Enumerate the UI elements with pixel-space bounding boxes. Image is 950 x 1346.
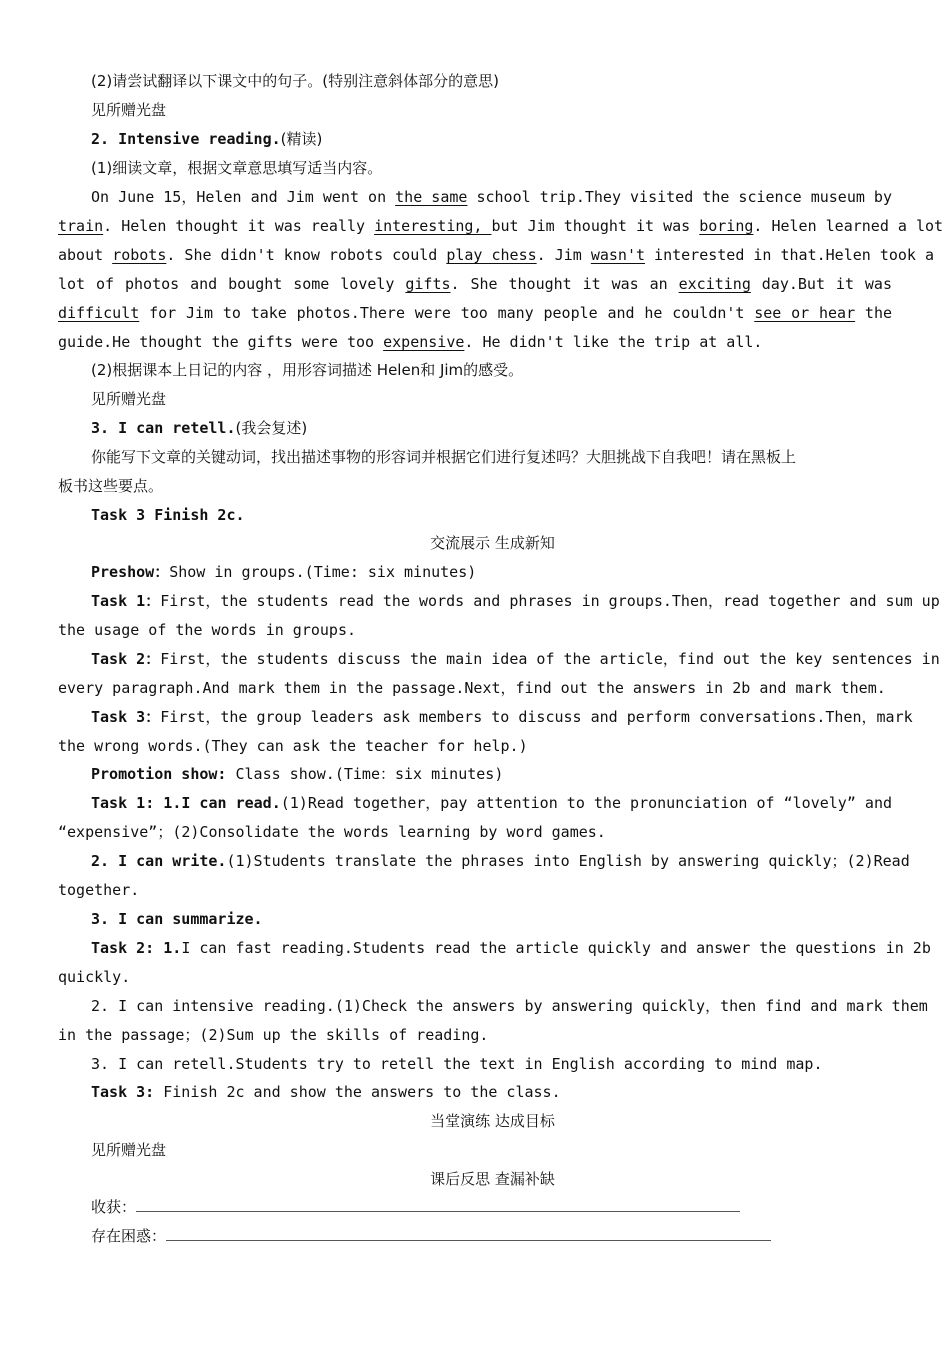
answer-blank: wasn't [590,246,646,264]
preshow-task1-line-2: the usage of the words in groups. [58,621,357,639]
see-disc-note: 见所赠光盘 [91,390,167,408]
answer-blank: gifts [405,275,451,293]
gain-write-line[interactable] [136,1197,740,1212]
label: Task 2: 1. [91,939,182,957]
promo-retell-line: 3. I can retell.Students try to retell the text in English according to mind map. [91,1055,823,1073]
passage-line-5 [58,303,892,323]
promo-task1-line-1 [91,793,892,813]
passage-line-1 [91,187,892,207]
answer-blank: see or hear [754,304,856,322]
label: Task 3： [91,708,161,726]
promo-summarize-line: 3. I can summarize. [91,910,263,928]
text: guide.He thought the gifts were too [58,333,384,351]
answer-blank: play chess [446,246,537,264]
text: Finish 2c and show the answers to the class. [154,1083,561,1101]
text: (1)Students translate the phrases into English by answering quickly；(2)Read [226,852,910,870]
preshow-task3-line-1 [91,707,913,727]
text: (1)Read together，pay attention to the pronunciation of “lovely” and [280,794,893,812]
promo-write-line-2: together. [58,881,140,899]
text: First，the group leaders ask members to discuss and perform conversations.Then，mark [160,708,913,726]
text: lot of photos and bought some lovely [58,275,406,293]
task3-heading: Task 3 Finish 2c. [91,506,245,524]
text: I can fast reading.Students read the article quickly and answer the questions in 2b [181,939,931,957]
passage-line-3 [58,245,935,265]
text: about [58,246,113,264]
answer-blank: the same [395,188,468,206]
passage-line-2 [58,216,944,236]
answer-blank: boring [699,217,754,235]
section-title-exchange: 交流展示 生成新知 [430,534,555,552]
text: . Helen learned a lot [753,217,944,235]
label: Task 1: 1.I can read. [91,794,281,812]
label: Task 1： [91,592,161,610]
retell-desc-line-1: 你能写下文章的关键动词，找出描述事物的形容词并根据它们进行复述吗？大胆挑战下自我吧！请在黑板上 [91,448,797,466]
puzzle-label: 存在困惑： [91,1227,167,1245]
answer-blank: robots [112,246,167,264]
intensive-instruction: (1)细读文章，根据文章意思填写适当内容。 [91,159,383,177]
text: for Jim to take photos.There were too many people and he couldn't [139,304,755,322]
text: interested in that.Helen took a [645,246,935,264]
text: . She thought it was an [450,275,679,293]
promo-task2-line-2: quickly. [58,968,131,986]
section-title-practice: 当堂演练 达成目标 [430,1112,555,1130]
label: Preshow： [91,563,170,581]
retell-heading [91,418,892,438]
passage-line-4 [58,274,892,294]
intensive-reading-heading [91,129,892,149]
passage-line-6 [58,332,892,352]
text: First，the students read the words and phrases in groups.Then，read together and sum up [160,592,940,610]
gain-line [91,1197,892,1217]
promo-task2-line-1 [91,938,931,958]
preshow-line [91,562,892,582]
promo-task3-line [91,1082,892,1102]
label: 2. I can write. [91,852,227,870]
text: Show in groups.(Time: six minutes) [169,563,477,581]
text: day.But it was [750,275,892,293]
section-title-reflect: 课后反思 查漏补缺 [430,1170,555,1188]
text: . Helen thought it was really [103,217,375,235]
puzzle-line [91,1226,892,1246]
text: . Jim [536,246,591,264]
promotion-line [91,764,892,784]
preshow-task1-line-1 [91,591,940,611]
answer-blank: train [58,217,104,235]
preshow-task2-line-1 [91,649,940,669]
preshow-task2-line-2: every paragraph.And mark them in the passage.Next，find out the answers in 2b and mark them. [58,679,886,697]
answer-blank: expensive [383,333,465,351]
text: First，the students discuss the main idea of the article，find out the key sentences in [160,650,940,668]
text: . She didn't know robots could [166,246,447,264]
answer-blank: interesting, [374,217,492,235]
promo-intensive-line-2: in the passage；(2)Sum up the skills of reading. [58,1026,489,1044]
text: . He didn't like the trip at all. [464,333,763,351]
label: Task 2： [91,650,161,668]
translate-instruction: (2)请尝试翻译以下课文中的句子。(特别注意斜体部分的意思) [91,72,499,90]
promo-write-line-1 [91,851,910,871]
text: On June 15，Helen and Jim went on [91,188,396,206]
preshow-task3-line-2: the wrong words.(They can ask the teacher for help.) [58,737,528,755]
label: Task 3: [91,1083,155,1101]
promo-task1-line-2: “expensive”；(2)Consolidate the words learning by word games. [58,823,606,841]
heading-bold: 2. Intensive reading. [91,130,281,148]
puzzle-write-line[interactable] [166,1226,771,1241]
see-disc-note: 见所赠光盘 [91,1141,167,1159]
answer-blank: difficult [58,304,140,322]
gain-label: 收获： [91,1198,137,1216]
label: Promotion show: [91,765,227,783]
text: but Jim thought it was [491,217,700,235]
answer-blank: exciting [678,275,751,293]
heading-bold: 3. I can retell. [91,419,236,437]
retell-desc-line-2: 板书这些要点。 [58,477,164,495]
text: Class show.(Time：six minutes) [226,765,504,783]
see-disc-note: 见所赠光盘 [91,101,167,119]
diary-instruction: (2)根据课本上日记的内容 ，用形容词描述 Helen和 Jim的感受。 [91,361,524,379]
heading-note: (我会复述) [235,419,308,437]
text: school trip.They visited the science museum by [467,188,892,206]
text: the [855,304,893,322]
promo-intensive-line-1: 2. I can intensive reading.(1)Check the answers by answering quickly，then find and mark them [91,997,928,1015]
heading-note: (精读) [280,130,323,148]
